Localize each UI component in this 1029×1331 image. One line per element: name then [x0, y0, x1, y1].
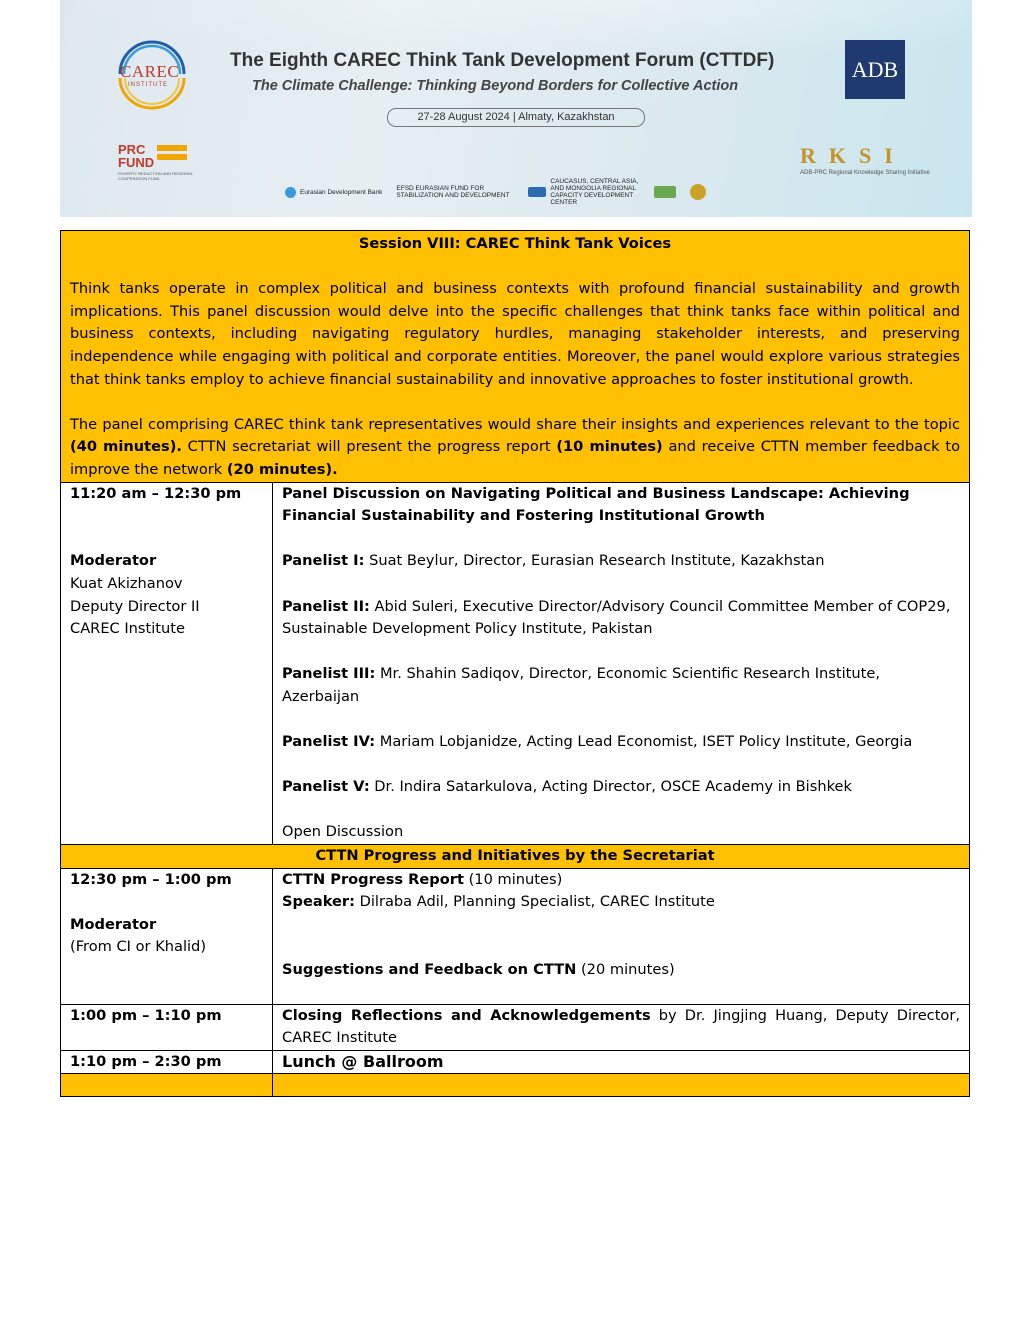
- house-emblem-icon: [654, 186, 676, 198]
- progress-report-label: CTTN Progress Report: [282, 870, 464, 888]
- panelist-details: Abid Suleri, Executive Director/Advisory Council Committee Member of COP29, Sustainable Development Policy Institute, Pakistan: [282, 597, 951, 638]
- cttn-time: 12:30 pm – 1:00 pm: [70, 870, 232, 888]
- panel-details-cell: [273, 482, 970, 845]
- cttn-details-cell: [273, 868, 970, 1004]
- carec-logo-text: CAREC: [120, 62, 180, 81]
- panelist-details: Mr. Shahin Sadiqov, Director, Economic Scientific Research Institute, Azerbaijan: [282, 665, 880, 705]
- session-agenda-table: [60, 230, 970, 1097]
- session-intro-row: [61, 231, 970, 483]
- session-intro-cell: [61, 231, 970, 483]
- partner-name: Eurasian Development Bank: [300, 188, 383, 196]
- moderator-title: Deputy Director II: [70, 597, 200, 615]
- panel-duration-3: (20 minutes).: [226, 460, 338, 478]
- panelist-entry: [282, 731, 960, 754]
- panel-time-cell: [61, 482, 273, 845]
- suggestions-label: Suggestions and Feedback on CTTN: [282, 961, 577, 978]
- panelist-label: Panelist I:: [282, 552, 365, 570]
- panelist-details: Suat Beylur, Director, Eurasian Research Institute, Kazakhstan: [364, 552, 825, 570]
- partner-logo: [396, 185, 514, 199]
- partner-logo: [690, 184, 706, 200]
- panelist-details: Dr. Indira Satarkulova, Acting Director, OSCE Academy in Bishkek: [369, 778, 852, 796]
- session-description: Think tanks operate in complex political and business contexts with profound financial sustainability and growth implications. This panel discussion would delve into the specific challenges that think tanks face within political and business contexts, including navigating regulatory hurdles, managing stakeholder interests, and preserving independence while engaging with political and corporate entities. Moreover, the panel would explore various strategies that think tanks employ to achieve financial sustainability and innovative approaches to foster institutional growth.: [70, 280, 960, 388]
- cttn-header: CTTN Progress and Initiatives by the Secretariat: [61, 845, 970, 869]
- prc-fund-line2: FUND: [118, 155, 155, 170]
- rksi-letters: RKSI: [800, 143, 906, 168]
- panel-duration-1: (40 minutes).: [70, 438, 182, 456]
- prc-fund-logo: [118, 143, 193, 183]
- panel-time: 11:20 am – 12:30 pm: [70, 484, 242, 502]
- rksi-subtitle: ADB-PRC Regional Knowledge Sharing Initiative: [800, 170, 930, 176]
- panelist-entry: [282, 776, 960, 799]
- panelist-entry: [282, 550, 960, 573]
- footer-spacer-row: [61, 1074, 970, 1097]
- panelist-label: Panelist III:: [282, 665, 376, 683]
- closing-label: Closing Reflections and Acknowledgements: [282, 1006, 651, 1024]
- panelist-label: Panelist V:: [282, 778, 370, 796]
- panel-discussion-row: [61, 482, 970, 845]
- lunch-row: [61, 1050, 970, 1074]
- partner-logo: [654, 186, 676, 198]
- progress-report-duration: (10 minutes): [463, 870, 563, 888]
- panelist-details: Mariam Lobjanidze, Acting Lead Economist, ISET Policy Institute, Georgia: [375, 733, 913, 751]
- panel-summary-text: CTTN secretariat will present the progress report: [181, 438, 557, 456]
- forum-subtitle: The Climate Challenge: Thinking Beyond Borders for Collective Action: [252, 78, 739, 94]
- prc-fund-bars-icon: [157, 145, 187, 163]
- cttn-time-cell: [61, 868, 273, 1004]
- closing-row: [61, 1004, 970, 1050]
- speaker-label: Speaker:: [282, 893, 355, 911]
- cttn-header-row: [61, 845, 970, 869]
- closing-details: by Dr. Jingjing Huang, Deputy Director, CAREC Institute: [282, 1006, 961, 1047]
- panel-duration-2: (10 minutes): [556, 438, 663, 456]
- partner-name: CAUCASUS, CENTRAL ASIA, AND MONGOLIA REGIONAL CAPACITY DEVELOPMENT CENTER: [550, 178, 639, 206]
- lunch-time: 1:10 pm – 2:30 pm: [61, 1050, 273, 1074]
- cttn-progress-row: [61, 868, 970, 1004]
- panelist-label: Panelist IV:: [282, 733, 376, 751]
- moderator-label: Moderator: [70, 552, 157, 570]
- partner-logo: [285, 187, 382, 198]
- panel-summary-text: The panel comprising CAREC think tank representatives would share their insights and experiences relevant to the topic: [70, 415, 960, 433]
- partner-emblem-icon: [528, 187, 546, 197]
- seal-emblem-icon: [690, 184, 706, 200]
- partner-logos: [285, 178, 706, 206]
- forum-title: The Eighth CAREC Think Tank Development Forum (CTTDF): [230, 50, 775, 71]
- panelist-label: Panelist II:: [282, 597, 370, 615]
- panelist-entry: [282, 596, 960, 641]
- cttn-moderator-note: (From CI or Khalid): [70, 938, 207, 956]
- moderator-name: Kuat Akizhanov: [70, 574, 183, 592]
- prc-fund-small-text: POVERTY REDUCTION AND REGIONAL COOPERATION FUND: [118, 171, 193, 181]
- adb-logo: ADB: [845, 40, 905, 99]
- lunch-label: Lunch @ Ballroom: [273, 1050, 970, 1074]
- suggestions-line: [282, 959, 960, 982]
- closing-time: 1:00 pm – 1:10 pm: [61, 1004, 273, 1050]
- suggestions-duration: (20 minutes): [576, 961, 675, 978]
- panelist-entry: [282, 663, 960, 708]
- prc-fund-line1: PRC: [118, 142, 146, 157]
- panel-summary-text: and receive CTTN member feedback to improve the network: [70, 438, 960, 478]
- closing-details-cell: [273, 1004, 970, 1050]
- footer-spacer-cell: [61, 1074, 273, 1097]
- panel-heading: Panel Discussion on Navigating Political and Business Landscape: Achieving Financial Sustainability and Fostering Institutional Growth: [282, 484, 910, 525]
- partner-logo: [528, 178, 640, 206]
- open-discussion: Open Discussion: [282, 823, 404, 841]
- cttn-moderator-label: Moderator: [70, 915, 157, 933]
- speaker-details: Dilraba Adil, Planning Specialist, CAREC Institute: [354, 893, 715, 911]
- session-panel-summary: [70, 414, 960, 482]
- carec-logo-subtext: INSTITUTE: [128, 82, 168, 88]
- partner-emblem-icon: [285, 187, 296, 198]
- forum-date-location: 27-28 August 2024 | Almaty, Kazakhstan: [387, 108, 645, 127]
- speaker-line: [282, 891, 960, 914]
- event-banner: [60, 0, 972, 217]
- partner-name: EFSD EURASIAN FUND FOR STABILIZATION AND DEVELOPMENT: [396, 185, 510, 199]
- moderator-organization: CAREC Institute: [70, 620, 185, 638]
- carec-institute-logo: [112, 38, 192, 110]
- progress-report-line: [282, 869, 960, 892]
- session-title: Session VIII: CAREC Think Tank Voices: [358, 235, 672, 252]
- footer-spacer-cell: [273, 1074, 970, 1097]
- rksi-logo: [800, 143, 960, 176]
